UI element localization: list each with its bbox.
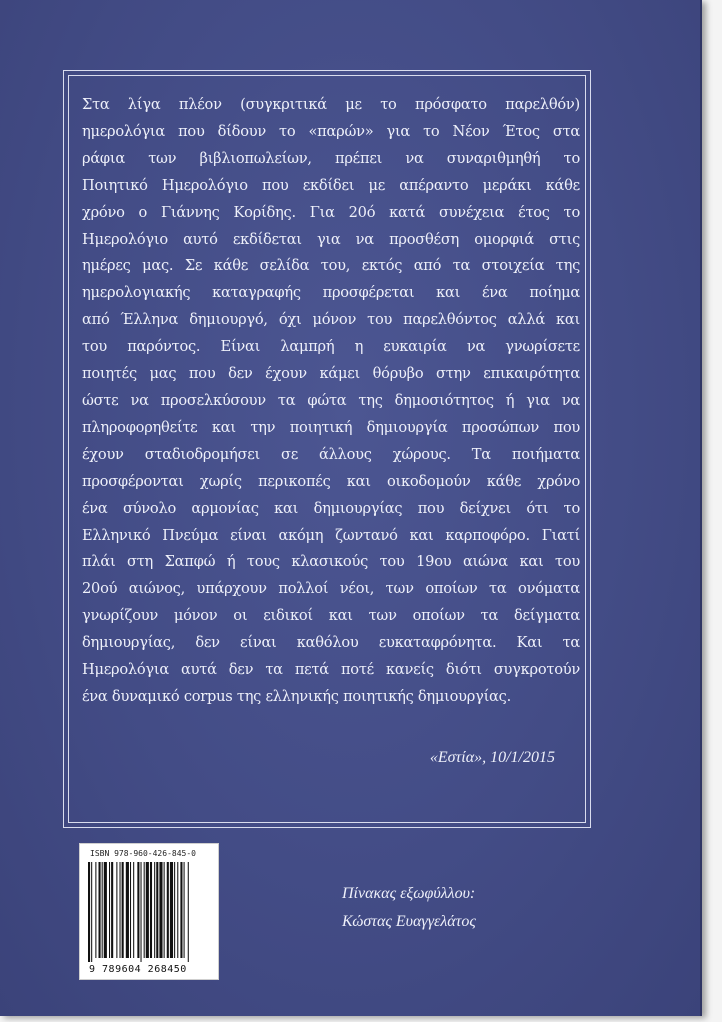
review-line: Ελληνικό Πνεύμα είναι ακόμη ζωντανό και καρποφόρο. Γιατί: [82, 526, 580, 544]
review-line: ημερολογιακής καταγραφής προσφέρεται και ένα ποίημα: [82, 284, 580, 302]
review-line: Ποιητικό Ημερολόγιο που εκδίδει με απέραντο μεράκι κάθε: [82, 176, 580, 194]
review-line: από Έλληνα δημιουργό, όχι μόνον του παρελθόντος αλλά και: [82, 311, 580, 329]
review-line: Στα λίγα πλέον (συγκριτικά με το πρόσφατο παρελθόν): [82, 96, 580, 113]
review-line: πλάι στη Σαπφώ ή τους κλασικούς του 19ου αιώνα και του: [82, 553, 580, 571]
isbn-label: ISBN 978-960-426-845-0: [90, 849, 196, 858]
review-line: Ημερολόγια αυτά δεν τα πετά ποτέ κανείς διότι συγκροτούν: [82, 661, 580, 679]
review-line: ράφια των βιβλιοπωλείων, πρέπει να συναριθμηθή το: [82, 149, 580, 167]
review-line: γνωρίζουν μόνον οι ειδικοί και των οποίων τα δείγματα: [82, 607, 580, 625]
barcode-bars: [86, 862, 214, 962]
review-line: ένα δυναμικό corpus της ελληνικής ποιητικής δημιουργίας.: [82, 687, 511, 705]
review-line: του παρόντος. Είναι λαμπρή η ευκαιρία να γνωρίσετε: [82, 338, 580, 356]
review-line: προσφέρονται χωρίς περικοπές και οικοδομούν κάθε χρόνο: [82, 472, 580, 490]
review-line: πληροφορηθείτε και την ποιητική δημιουργία προσώπων που: [82, 418, 580, 436]
review-line: ώστε να προσελκύσουν τα φώτα της δημοσιότητος ή για να: [82, 391, 580, 409]
review-line: ποιητές μας που δεν έχουν κάμει θόρυβο στην επικαιρότητα: [82, 365, 580, 383]
isbn-number: 9 789604 268450: [89, 964, 187, 975]
review-line: Ημερολόγιο αυτό εκδίδεται για να προσθέση ομορφιά στις: [82, 230, 580, 248]
review-line: 20ού αιώνος, υπάρχουν πολλοί νέοι, των οποίων τα ονόματα: [82, 580, 580, 598]
review-text: [82, 92, 580, 711]
review-line: δημιουργίας, δεν είναι καθόλου ευκαταφρόνητα. Και τα: [82, 634, 580, 652]
cover-art-credit: [342, 880, 476, 936]
review-line: ημέρες μας. Σε κάθε σελίδα του, εκτός από τα στοιχεία της: [82, 257, 580, 275]
review-line: έχουν σταδιοδρομήσει σε άλλους χώρους. Τα ποιήματα: [82, 445, 580, 463]
credit-name: Κώστας Ευαγγελάτος: [342, 913, 476, 930]
credit-label: Πίνακας εξωφύλλου:: [342, 885, 476, 902]
review-line: ημερολόγια που δίδουν το «παρών» για το Νέον Έτος στα: [82, 122, 580, 140]
review-line: χρόνο ο Γιάννης Κορίδης. Για 20ό κατά συνέχεια έτος το: [82, 203, 580, 221]
isbn-barcode: [79, 843, 219, 980]
review-line: ένα σύνολο αρμονίας και δημιουργίας που δείχνει ότι το: [82, 499, 580, 517]
review-source: «Εστία», 10/1/2015: [429, 749, 555, 766]
